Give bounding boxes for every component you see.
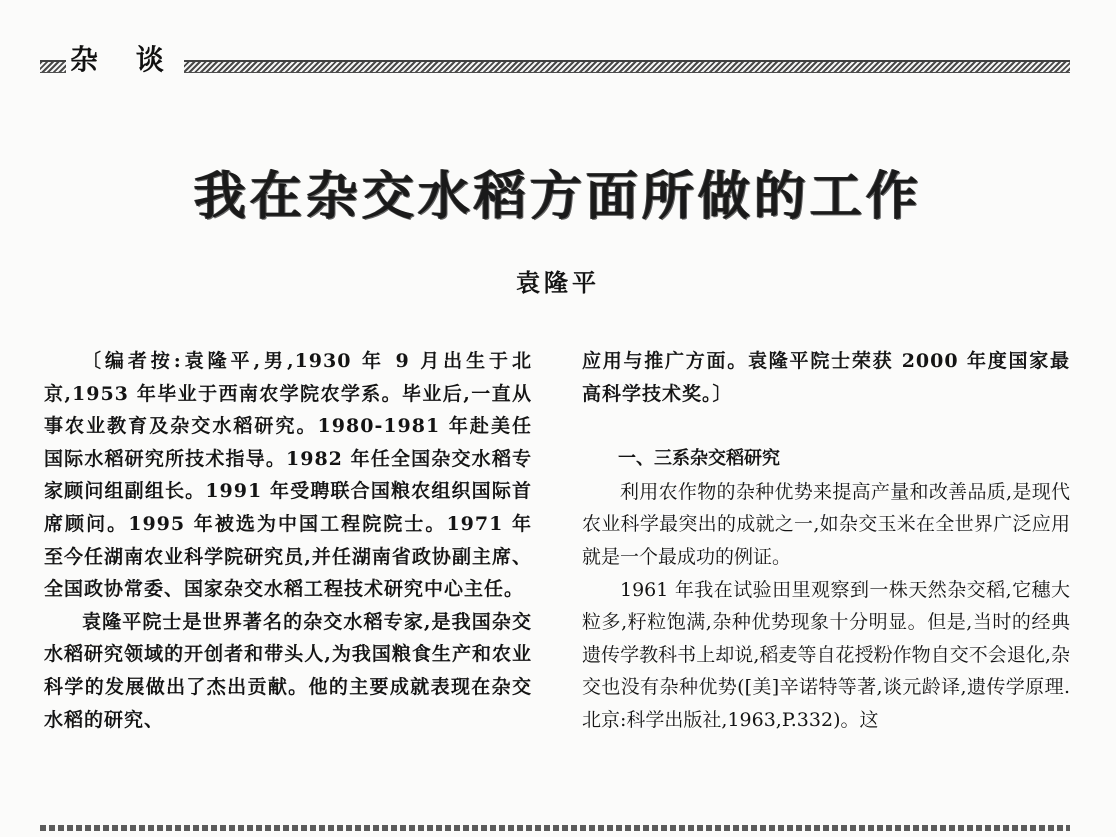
editor-note-paragraph-1: 〔编者按:袁隆平,男,1930 年 9 月出生于北京,1953 年毕业于西南农学院农学系。毕业后,一直从事农业教育及杂交水稻研究。1980-1981 年赴美任国际水稻研究所技术指导。1982 年任全国杂交水稻专家顾问组副组长。1991 年受聘联合国粮农组织国际首席顾问。1995 年被选为中国工程院院士。1971 年至今任湖南农业科学院研究员,并任湖南省政协副主席、全国政协常委、国家杂交水稻工程技术研究中心主任。	[44, 350, 532, 601]
right-column	[582, 345, 1070, 737]
body-paragraph-1: 利用农作物的杂种优势来提高产量和改善品质,是现代农业科学最突出的成就之一,如杂交玉米在全世界广泛应用就是一个最成功的例证。	[582, 480, 1070, 568]
header-rule	[40, 60, 1070, 73]
body-paragraph-2: 1961 年我在试验田里观察到一株天然杂交稻,它穗大粒多,籽粒饱满,杂种优势现象十分明显。但是,当时的经典遗传学教科书上却说,稻麦等自花授粉作物自交不会退化,杂交也没有杂种优势([美]辛诺特等著,谈元龄译,遗传学原理.北京:科学出版社,1963,P.332)。这	[582, 578, 1070, 731]
left-column	[44, 345, 532, 736]
article-title: 我在杂交水稻方面所做的工作	[193, 166, 922, 227]
section-tag: 杂 谈	[66, 45, 184, 75]
article-author: 袁隆平	[516, 268, 600, 297]
section-heading: 一、三系杂交稻研究	[618, 448, 780, 470]
editor-note-tail: 应用与推广方面。袁隆平院士荣获 2000 年度国家最高科学技术奖。〕	[582, 350, 1070, 405]
bottom-rule	[40, 825, 1070, 831]
editor-note-paragraph-2: 袁隆平院士是世界著名的杂交水稻专家,是我国杂交水稻研究领域的开创者和带头人,为我国粮食生产和农业科学的发展做出了杰出贡献。他的主要成就表现在杂交水稻的研究、	[44, 610, 532, 731]
